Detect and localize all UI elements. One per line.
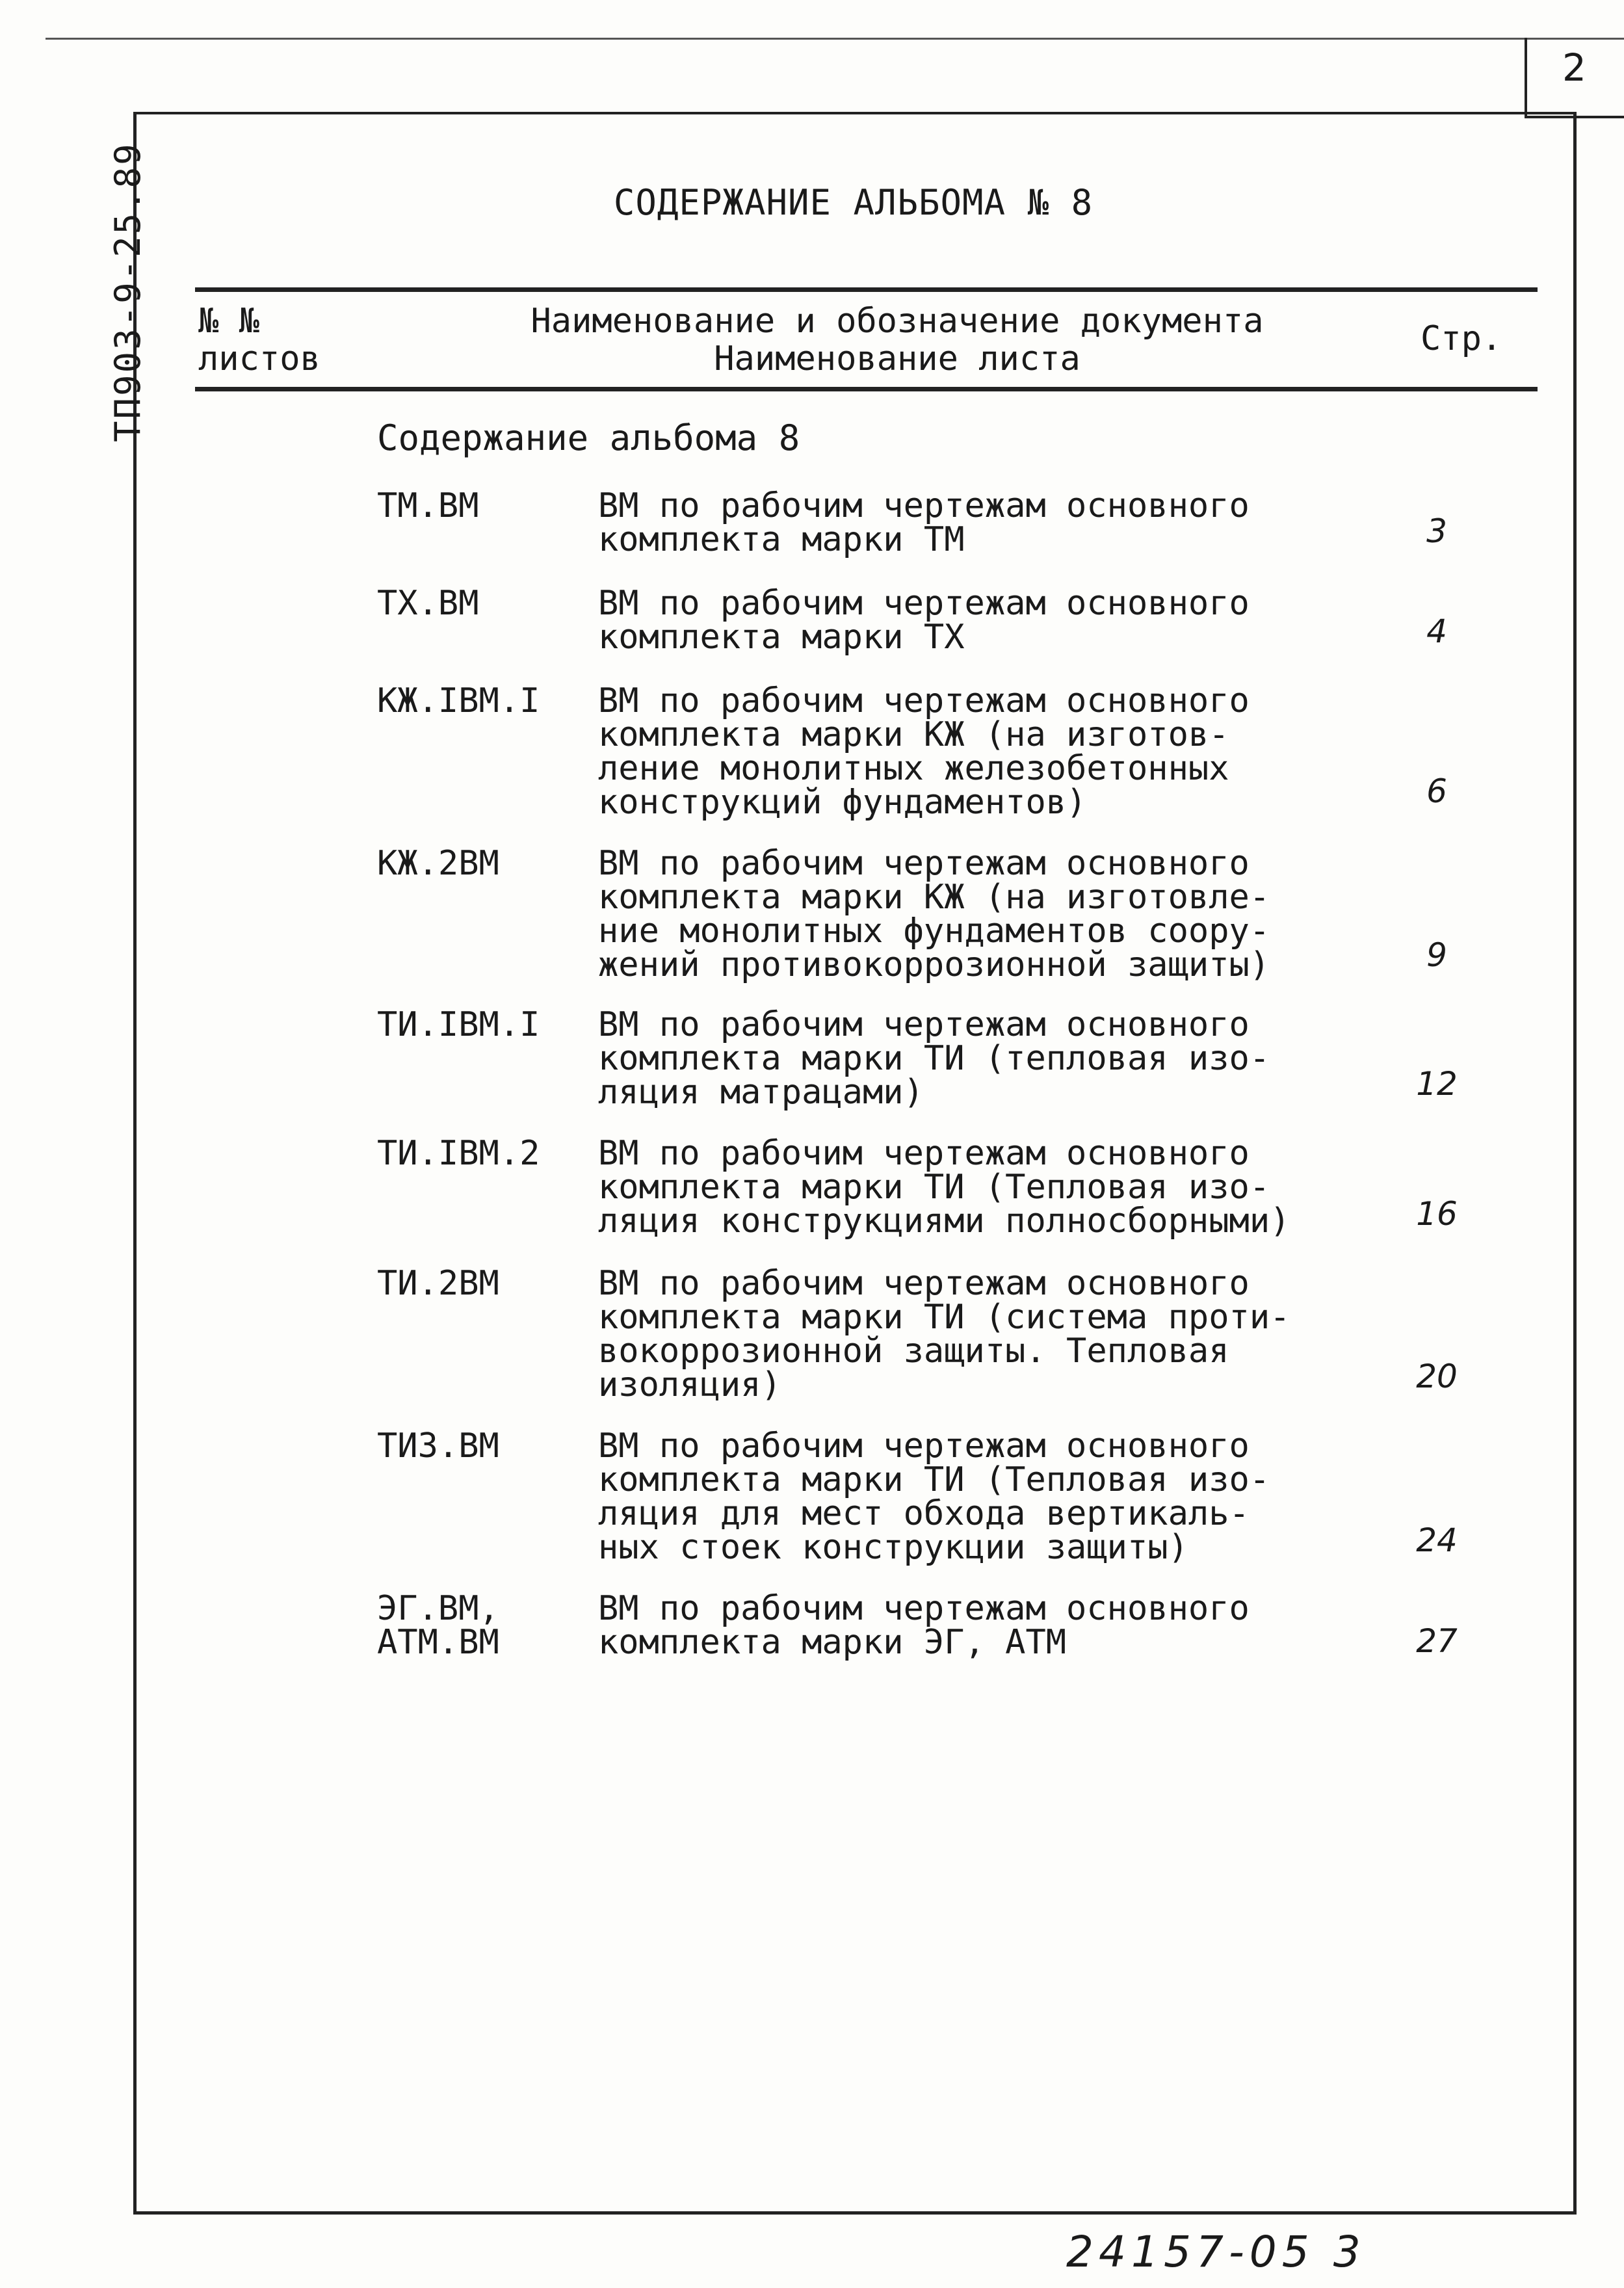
row-code: ТИ.2ВМ [377, 1264, 499, 1303]
row-page: 9 [1426, 936, 1447, 974]
sheet-top-line [46, 38, 1624, 40]
intro-line: Содержание альбома 8 [377, 417, 800, 458]
row-description: ВМ по рабочим чертежам основного комплекта марки ТИ (тепловая изо- ляция матрацами) [598, 1005, 1270, 1112]
row-description: ВМ по рабочим чертежам основного комплекта марки ТИ (система проти- вокоррозионной защиты. Тепловая изоляция) [598, 1264, 1290, 1404]
column-header-sheet-numbers: № № листов [198, 302, 321, 378]
row-description: ВМ по рабочим чертежам основного комплекта марки ТМ [598, 486, 1250, 559]
row-code: ТХ.ВМ [377, 584, 479, 623]
document-side-code: ТП903-9-25.89 [107, 142, 148, 442]
row-description: ВМ по рабочим чертежам основного комплекта марки ТХ [598, 584, 1250, 657]
page-title: СОДЕРЖАНИЕ АЛЬБОМА № 8 [613, 182, 1094, 223]
table-header-top-rule [195, 287, 1538, 292]
row-description: ВМ по рабочим чертежам основного комплекта марки КЖ (на изготовле- ние монолитных фундаментов соору- жений противокоррозионной защиты) [598, 844, 1270, 984]
row-page: 6 [1426, 772, 1447, 810]
row-page: 16 [1416, 1195, 1458, 1233]
row-page: 3 [1426, 512, 1447, 550]
row-page: 12 [1416, 1065, 1458, 1103]
row-code: ТМ.ВМ [377, 486, 479, 525]
row-page: 4 [1426, 612, 1447, 650]
row-code: ТИ.IВМ.2 [377, 1134, 540, 1173]
handwritten-archive-number: 24157-05 3 [1066, 2227, 1366, 2277]
row-code: ЭГ.ВМ, АТМ.ВМ [377, 1589, 499, 1662]
row-page: 24 [1416, 1521, 1458, 1559]
row-code: КЖ.2ВМ [377, 844, 499, 883]
row-page: 27 [1416, 1622, 1458, 1660]
table-header-bottom-rule [195, 387, 1538, 391]
row-code: ТИ.IВМ.I [377, 1005, 540, 1044]
row-code: КЖ.IВМ.I [377, 681, 540, 720]
row-description: ВМ по рабочим чертежам основного комплекта марки КЖ (на изготов- ление монолитных железобетонных конструкций фундаментов) [598, 681, 1250, 822]
row-description: ВМ по рабочим чертежам основного комплекта марки ТИ (Тепловая изо- ляция для мест обхода вертикаль- ных стоек конструкции защиты) [598, 1427, 1270, 1567]
row-code: ТИЗ.ВМ [377, 1427, 499, 1466]
row-description: ВМ по рабочим чертежам основного комплекта марки ТИ (Тепловая изо- ляция конструкциями полносборными) [598, 1134, 1290, 1241]
row-page: 20 [1416, 1358, 1458, 1395]
page-number: 2 [1562, 46, 1586, 90]
column-header-document-name: Наименование и обозначение документа Наименование листа [530, 302, 1264, 378]
row-description: ВМ по рабочим чертежам основного комплекта марки ЭГ, АТМ [598, 1589, 1250, 1662]
column-header-page: Стр. [1421, 319, 1502, 358]
